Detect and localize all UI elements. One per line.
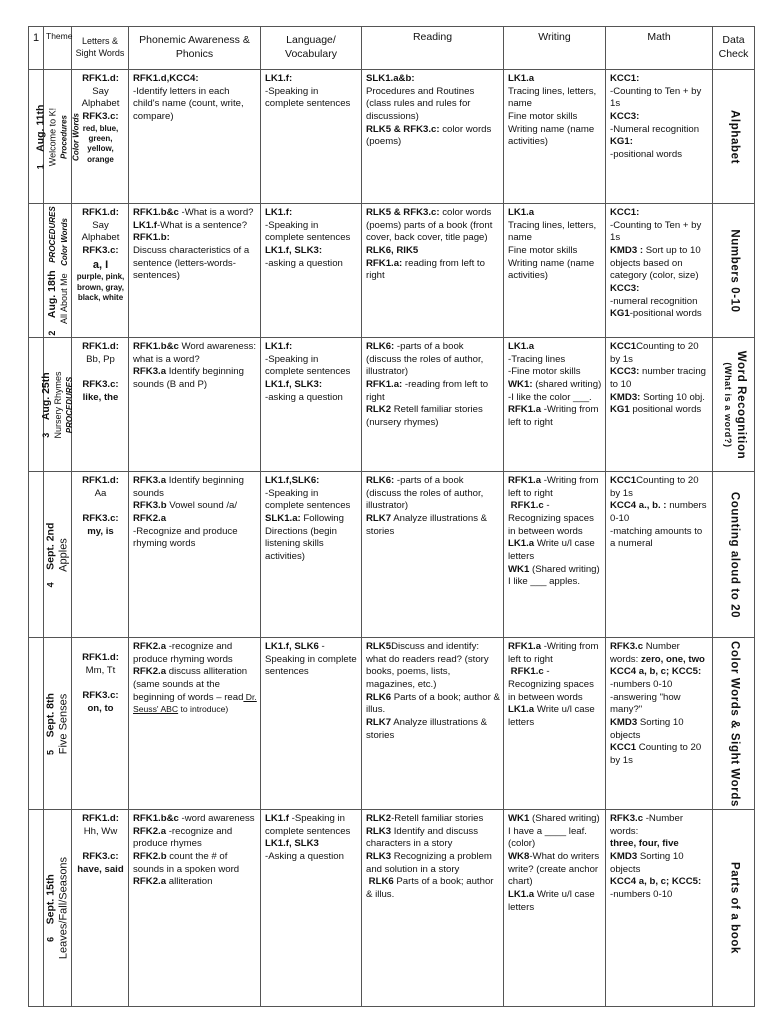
- standard-code: LK1.a: [508, 538, 535, 550]
- standard-code: RFK1.a:: [366, 257, 403, 269]
- standard-code: KG1: [610, 308, 630, 320]
- standard-text: -Writing from left to right: [508, 475, 599, 499]
- standard-text: Analyze illustrations & stories: [366, 512, 488, 537]
- standard-text: Counting to 20 by 1s: [610, 475, 699, 499]
- letters-line: Mm, Tt: [85, 664, 116, 676]
- standard-code: KMD3 :: [610, 244, 644, 256]
- letters-cell: [72, 810, 129, 1007]
- math-cell: [606, 338, 713, 472]
- standard-text: -parts of a book (discuss the roles of author, illustrator): [366, 341, 484, 378]
- standard-text: reading from left to right: [366, 257, 485, 282]
- standard-code: RLK5 & RFK3.c:: [366, 123, 440, 135]
- standard-text: Sorting 10 objects: [610, 850, 684, 875]
- standard-text: Procedures and Routines (class rules and rules for discussions): [366, 85, 475, 122]
- standard-text: -Asking a question: [265, 850, 344, 862]
- writing-cell: [504, 472, 606, 638]
- standard-text: I have a ____ leaf. (color): [508, 825, 587, 850]
- standard-text: -What is a word?: [181, 207, 254, 218]
- number-words: zero, one, two: [640, 653, 705, 665]
- week-row: [29, 472, 755, 638]
- standard-code: RFK1.c: [510, 500, 544, 512]
- standard-code: RFK1.b&c: [133, 813, 179, 824]
- standard-text: Sorting 10 obj.: [643, 391, 705, 403]
- letters-cell: [72, 638, 129, 810]
- phonemic-cell: [129, 338, 261, 472]
- standard-code: LK1.f:: [265, 73, 293, 84]
- standard-code: RFK1.b&c: [133, 207, 179, 218]
- writing-cell: [504, 810, 606, 1007]
- reading-cell: [362, 810, 504, 1007]
- standard-text: -Retell familiar stories: [391, 813, 484, 824]
- theme-name: All About Me: [58, 272, 69, 324]
- standard-code: RFK1.d,KCC4:: [133, 73, 199, 84]
- phonemic-cell: [129, 70, 261, 204]
- standard-text: Write u/l case letters: [508, 538, 595, 562]
- reading-cell: [362, 472, 504, 638]
- letters-line: Aa: [94, 487, 107, 499]
- standard-code: RFK2.a: [133, 825, 167, 837]
- standard-text: -Speaking in complete sentences: [265, 219, 351, 244]
- reading-cell: [362, 338, 504, 472]
- standard-text: -Counting to Ten + by 1s: [610, 85, 702, 110]
- theme-name: Nursery Rhymes: [52, 371, 63, 439]
- standard-text: count the # of sounds in a spoken word: [133, 850, 240, 875]
- week-number: 3: [40, 432, 51, 438]
- data-check-label: Numbers 0-10: [728, 228, 741, 313]
- standard-code: KCC1: [610, 341, 637, 352]
- header-row: [29, 27, 755, 70]
- theme-cell: [44, 638, 72, 810]
- standard-text: -Writing from left to right: [508, 641, 599, 665]
- header-language: Language/ Vocabulary: [261, 27, 362, 70]
- data-check-label: Word Recognition: [734, 350, 747, 459]
- standard-text: Identify beginning sounds: [133, 475, 244, 499]
- letters-cell: [72, 338, 129, 472]
- data-check-label: Alphabet: [728, 109, 741, 164]
- letters-line: Bb, Pp: [86, 353, 115, 365]
- standard-code: WK8: [508, 850, 530, 862]
- standard-code: KCC4 a, b, c; KCC5:: [610, 666, 702, 678]
- standard-text: -numbers 0-10: [610, 888, 673, 900]
- header-index: 1: [29, 27, 44, 70]
- standard-code: KMD3: [610, 850, 638, 862]
- standard-code: LK1.f: [133, 219, 157, 231]
- letters-line: Say: [92, 219, 109, 231]
- standard-code: RLK3: [366, 825, 392, 837]
- standard-text: Discuss characteristics of a sentence (letters-words-sentences): [133, 244, 250, 282]
- theme-sub2: Color Words: [70, 112, 80, 161]
- standard-text: (Shared writing): [532, 813, 600, 824]
- header-writing: Writing: [504, 27, 606, 70]
- standard-text: Writing name (name activities): [508, 257, 595, 282]
- standard-code: LK1.a: [508, 888, 535, 900]
- standard-code: LK1.f,SLK6:: [265, 475, 320, 486]
- standard-text: Tracing lines, letters, name: [508, 219, 597, 244]
- standard-code: RFK1.c: [510, 666, 544, 678]
- standard-code: RLK5: [366, 641, 392, 652]
- theme-name: Welcome to K!: [47, 107, 58, 166]
- standard-code: RFK2.b: [133, 850, 167, 862]
- math-cell: [606, 810, 713, 1007]
- standard-code: RFK1.a: [508, 641, 542, 652]
- standard-code: RLK6:: [366, 475, 395, 486]
- week-date: Sept. 2nd: [44, 522, 57, 570]
- theme-sub2: Color Words: [59, 217, 69, 266]
- standard-text: alliteration: [168, 876, 213, 888]
- standard-text: -Number words:: [610, 813, 684, 837]
- standard-code: LK1.a: [508, 704, 535, 716]
- standard-text: color words (poems) parts of a book (front cover, back cover, title page): [366, 207, 493, 244]
- letters-line: Alphabet: [81, 98, 120, 110]
- standard-code: RFK2.a: [133, 876, 167, 888]
- theme-name: Leaves/Fall/Seasons: [57, 856, 70, 960]
- standard-code: RLK2: [366, 813, 392, 824]
- language-cell: [261, 472, 362, 638]
- letters-code2: RFK3.c:: [82, 244, 119, 256]
- standard-code: LK1.f, SLK6: [265, 641, 319, 652]
- sight-words: a, I: [92, 258, 109, 271]
- standard-text: (shared writing): [535, 378, 602, 390]
- standard-text: -reading from left to right: [366, 378, 489, 403]
- standard-text: Vowel sound /a/: [169, 500, 237, 512]
- standard-text: -Counting to Ten + by 1s: [610, 219, 702, 244]
- theme-cell: [34, 70, 80, 204]
- standard-text: -Numeral recognition: [610, 123, 700, 135]
- standard-code: RLK7: [366, 716, 392, 728]
- standard-code: RLK6, RIK5: [366, 244, 419, 256]
- theme-name: Five Senses: [57, 693, 70, 754]
- standard-text: -parts of a book (discuss the roles of author, illustrator): [366, 475, 484, 512]
- standard-text: (Shared writing): [532, 563, 600, 575]
- week-row: [29, 70, 755, 204]
- language-cell: [261, 810, 362, 1007]
- header-phonemic: Phonemic Awareness & Phonics: [129, 27, 261, 70]
- sight-words: like, the: [82, 391, 119, 403]
- standard-code: KCC4 a, b, c; KCC5:: [610, 876, 702, 888]
- letters-code2: RFK3.c:: [82, 689, 119, 701]
- standard-text: -numbers 0-10: [610, 678, 673, 690]
- standard-code: LK1.f:: [265, 207, 293, 218]
- standard-text: positional words: [632, 404, 702, 416]
- theme-name: Apples: [57, 537, 70, 572]
- letters-code: RFK1.d:: [82, 475, 119, 486]
- data-check-cell: [713, 472, 755, 638]
- language-cell: [261, 338, 362, 472]
- standard-code: KMD3: [610, 716, 638, 728]
- week-row: [29, 638, 755, 810]
- standard-code: KMD3:: [610, 391, 641, 403]
- standard-text: Counting to 20 by 1s: [610, 341, 699, 365]
- writing-cell: [504, 338, 606, 472]
- standard-code: RFK2.a: [133, 666, 167, 678]
- standard-code: RFK2.a: [133, 512, 167, 524]
- standard-code: RFK3.b: [133, 500, 167, 512]
- letters-code: RFK1.d:: [82, 207, 119, 218]
- data-check-label: Counting aloud to 20: [728, 491, 741, 618]
- phonemic-cell: [129, 638, 261, 810]
- standard-code: KG1:: [610, 136, 633, 148]
- week-number-cell: [29, 204, 44, 338]
- standard-text: -positional words: [629, 308, 702, 320]
- standard-code: RFK1.b&c: [133, 341, 179, 352]
- standard-code: LK1.a: [508, 341, 535, 352]
- standard-code: LK1.f:: [265, 341, 293, 352]
- theme-sub: Procedures: [59, 114, 69, 159]
- phonemic-cell: [129, 204, 261, 338]
- standard-text: Analyze illustrations & stories: [366, 716, 488, 741]
- header-reading: Reading: [362, 27, 504, 70]
- math-cell: [606, 638, 713, 810]
- data-check-sub: (What is a word?): [722, 361, 733, 448]
- standard-text: -What is a sentence?: [156, 219, 248, 231]
- letters-cell: [72, 472, 129, 638]
- phonemic-cell: [129, 472, 261, 638]
- standard-text: I like ___ apples.: [508, 576, 580, 588]
- sight-words: have, said: [77, 863, 124, 875]
- standard-code: KG1: [610, 404, 630, 416]
- letters-code: RFK1.d:: [82, 73, 119, 84]
- standard-code: WK1: [508, 563, 530, 575]
- standard-code: KCC1: [610, 742, 637, 754]
- standard-text: Tracing lines, letters, name: [508, 85, 597, 110]
- standard-code: RLK5 & RFK3.c:: [366, 207, 440, 218]
- standard-text: color words (poems): [366, 123, 492, 148]
- standard-text: Fine motor skills: [508, 110, 578, 122]
- week-date: Aug. 11th: [34, 104, 47, 152]
- theme-cell: [44, 204, 72, 338]
- standard-text: -I like the color ___.: [508, 391, 592, 403]
- letters-code: RFK1.d:: [82, 813, 119, 824]
- standard-text: Identify beginning sounds (B and P): [133, 366, 244, 390]
- math-cell: [606, 204, 713, 338]
- standard-code: RLK6: [366, 691, 392, 703]
- standard-text: Word awareness: what is a word?: [133, 341, 256, 365]
- writing-cell: [504, 638, 606, 810]
- standard-code: LK1.f, SLK3:: [265, 378, 323, 390]
- standard-code: KCC3:: [610, 282, 640, 294]
- standard-code: LK1.f: [265, 813, 289, 824]
- reading-cell: [362, 638, 504, 810]
- standard-text: -numeral recognition: [610, 295, 698, 307]
- language-cell: [261, 204, 362, 338]
- color-words: purple, pink, brown, gray, black, white: [76, 272, 125, 302]
- writing-cell: [504, 70, 606, 204]
- standard-code: RFK2.a: [133, 641, 167, 652]
- standard-text: Writing name (name activities): [508, 123, 595, 148]
- standard-code: KCC1:: [610, 207, 640, 218]
- standard-code: LK1.f, SLK3: [265, 838, 319, 850]
- week-date: Aug. 18th: [45, 269, 58, 318]
- week-row: [29, 338, 755, 472]
- standard-code: RFK1.a:: [366, 378, 403, 390]
- standard-code: RLK6: [368, 876, 394, 888]
- math-cell: [606, 70, 713, 204]
- header-math: Math: [606, 27, 713, 70]
- standard-code: RFK3.c: [610, 813, 644, 824]
- week-date: Aug. 25th: [39, 371, 52, 420]
- week-row: [29, 204, 755, 338]
- letters-line: Hh, Ww: [83, 825, 118, 837]
- header-letters: Letters & Sight Words: [72, 27, 129, 70]
- standard-text: number tracing to 10: [610, 366, 706, 390]
- standard-text: -Speaking in complete sentences: [265, 813, 351, 837]
- letters-line: Say: [92, 85, 109, 97]
- standard-text: numbers 0-10: [610, 500, 707, 524]
- standard-code: RLK6:: [366, 341, 395, 352]
- standard-code: RFK1.a: [508, 404, 542, 416]
- week-date: Sept. 15th: [44, 874, 57, 925]
- standard-text: Write u/l case letters: [508, 704, 595, 728]
- letters-code2: RFK3.c:: [82, 378, 119, 390]
- standard-code: LK1.a: [508, 73, 535, 84]
- data-check-label: Parts of a book: [728, 861, 741, 955]
- number-words: three, four, five: [610, 838, 679, 850]
- standard-text: Counting to 20 by 1s: [610, 742, 702, 766]
- header-data-check: Data Check: [713, 27, 755, 70]
- standard-text: -Speaking in complete sentences: [265, 85, 351, 110]
- data-check-cell: [713, 810, 755, 1007]
- header-theme: Theme: [44, 27, 72, 70]
- data-check-label: Color Words & Sight Words: [728, 640, 741, 807]
- lesson-plan-table: [28, 26, 755, 1007]
- standard-code: RLK2: [366, 404, 392, 416]
- standard-text: -Tracing lines: [508, 353, 566, 365]
- data-check-cell: [713, 338, 755, 472]
- letters-line: Alphabet: [81, 232, 120, 244]
- standard-code: KCC4 a., b. :: [610, 500, 667, 512]
- standard-code: RFK1.a: [508, 475, 542, 486]
- week-number-cell: [29, 810, 44, 1007]
- standard-text: -Speaking in complete sentences: [265, 487, 351, 512]
- standard-code: KCC1: [610, 475, 637, 486]
- standard-code: WK1: [508, 813, 530, 824]
- standard-code: LK1.a: [508, 207, 535, 218]
- standard-text: Sorting 10 objects: [610, 716, 684, 741]
- theme-sub: PROCEDURES: [47, 205, 57, 263]
- standard-text: -Speaking in complete sentences: [265, 641, 357, 678]
- standard-code: KCC3:: [610, 110, 640, 122]
- standard-text: Number words:: [610, 641, 680, 665]
- standard-text: -Speaking in complete sentences: [265, 353, 351, 378]
- theme-cell: [44, 810, 72, 1007]
- letters-code2: RFK3.c:: [82, 110, 119, 122]
- letters-code2: RFK3.c:: [82, 512, 119, 524]
- standard-text: -Recognize and produce rhyming words: [133, 525, 238, 550]
- letters-code: RFK1.d:: [82, 652, 119, 663]
- standard-text: to introduce): [178, 704, 229, 715]
- standard-code: RFK3.a: [133, 366, 167, 378]
- standard-code: RFK3.a: [133, 475, 167, 486]
- standard-code: KCC1:: [610, 73, 640, 84]
- standard-text: -Recognizing spaces in between words: [508, 666, 594, 703]
- writing-cell: [504, 204, 606, 338]
- standard-code: SLK1.a:: [265, 512, 301, 524]
- week-number: 2: [46, 330, 57, 336]
- week-number: 1: [35, 163, 46, 169]
- standard-text: -recognize and produce rhyming words: [133, 641, 233, 665]
- standard-text: -positional words: [610, 148, 682, 160]
- color-words: red, blue, green, yellow, orange: [82, 123, 119, 164]
- reading-cell: [362, 204, 504, 338]
- standard-text: -Writing from left to right: [508, 404, 599, 428]
- standard-text: Recognizing a problem and solution in a story: [366, 850, 492, 875]
- math-cell: [606, 472, 713, 638]
- standard-text: -Fine motor skills: [508, 366, 581, 378]
- week-number: 4: [45, 581, 56, 587]
- theme-cell: [39, 338, 75, 472]
- week-number: 6: [45, 936, 56, 942]
- standard-text: Identify and discuss characters in a story: [366, 825, 478, 850]
- letters-code2: RFK3.c:: [82, 850, 119, 862]
- sight-words: on, to: [87, 702, 114, 714]
- language-cell: [261, 70, 362, 204]
- standard-code: WK1:: [508, 378, 533, 390]
- letters-cell: [72, 204, 129, 338]
- standard-text: -recognize and produce rhymes: [133, 825, 233, 850]
- standard-text: Retell familiar stories (nursery rhymes): [366, 404, 483, 428]
- standard-text: Following Directions (begin listening skills activities): [265, 512, 344, 562]
- letters-code: RFK1.d:: [82, 341, 119, 352]
- standard-text: -Identify letters in each child's name (count, write, compare): [133, 85, 244, 122]
- standard-text: Parts of a book; author & illus.: [366, 691, 500, 716]
- standard-text: Sort up to 10 objects based on category (color, size): [610, 244, 701, 282]
- book-title: Dr. Seuss' ABC: [133, 691, 257, 715]
- standard-text: -word awareness: [181, 813, 255, 824]
- standard-code: SLK1.a&b:: [366, 73, 415, 84]
- standard-code: KCC3:: [610, 366, 640, 378]
- standard-code: RFK3.c: [610, 641, 644, 652]
- standard-code: RLK7: [366, 512, 392, 524]
- week-number: 5: [45, 749, 56, 755]
- standard-code: RFK1.b:: [133, 232, 170, 244]
- standard-text: -asking a question: [265, 257, 343, 269]
- week-row: [29, 810, 755, 1007]
- reading-cell: [362, 70, 504, 204]
- standard-text: Fine motor skills: [508, 244, 578, 256]
- week-number-cell: [29, 472, 44, 638]
- standard-text: -asking a question: [265, 391, 343, 403]
- standard-text: Parts of a book; author & illus.: [366, 876, 494, 900]
- standard-text: Discuss and identify: what do readers read? (story books, poems, lists, magazines, etc.): [366, 641, 489, 690]
- sight-words: my, is: [87, 525, 114, 537]
- language-cell: [261, 638, 362, 810]
- phonemic-cell: [129, 810, 261, 1007]
- week-date: Sept. 8th: [44, 692, 57, 737]
- standard-code: LK1.f, SLK3:: [265, 244, 323, 256]
- standard-text: Write u/l case letters: [508, 888, 595, 913]
- standard-text: discuss alliteration (same sounds at the beginning of words – read: [133, 666, 248, 703]
- theme-sub: PROCEDURES: [65, 376, 75, 433]
- standard-code: RLK3: [366, 850, 392, 862]
- standard-text: -answering "how many?": [610, 691, 681, 716]
- week-number-cell: [29, 638, 44, 810]
- standard-text: -Recognizing spaces in between words: [508, 500, 594, 537]
- standard-text: -matching amounts to a numeral: [610, 525, 703, 550]
- standard-text: -What do writers write? (create anchor chart): [508, 850, 600, 888]
- data-check-cell: [713, 638, 755, 810]
- theme-cell: [44, 472, 72, 638]
